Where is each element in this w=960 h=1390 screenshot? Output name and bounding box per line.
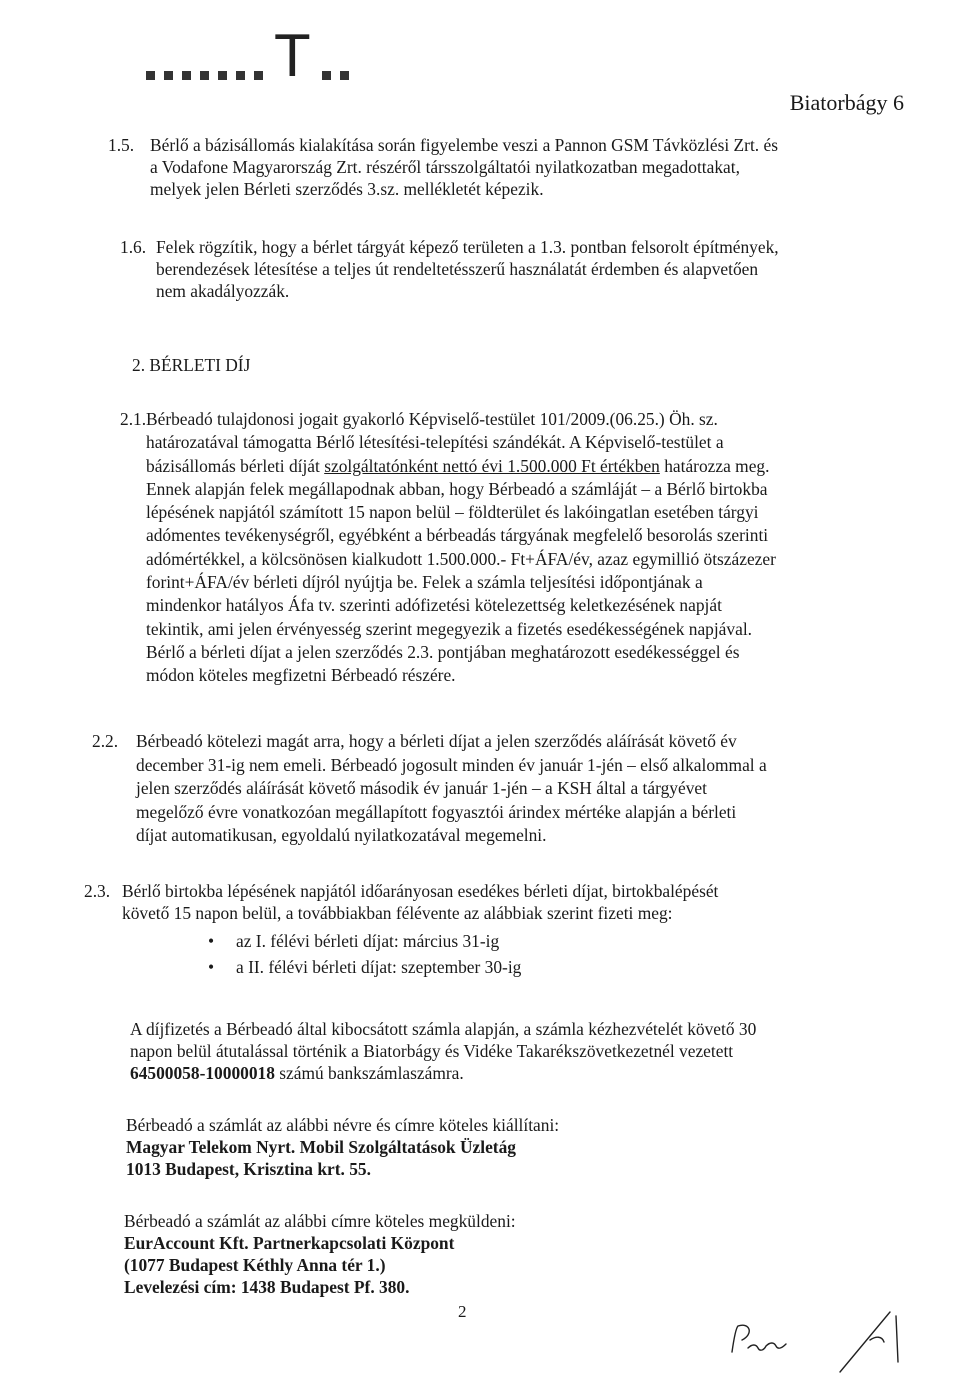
logo-dot-icon: [218, 71, 227, 80]
text-line: a Vodafone Magyarország Zrt. részéről társszolgáltatói nyilatkozatban megadottakat,: [150, 157, 740, 177]
logo-dot-icon: [340, 71, 349, 80]
invoice-address: 1013 Budapest, Krisztina krt. 55.: [126, 1159, 371, 1179]
text-line: Bérbeadó a számlát az alábbi címre köteles megküldeni:: [124, 1211, 516, 1231]
section-number: 2.1.: [120, 409, 147, 429]
text-line: díjat automatikusan, egyoldalú nyilatkozatával megemelni.: [136, 825, 547, 845]
invoice-address-block: [126, 1114, 559, 1180]
section-number: 2.3.: [84, 881, 111, 901]
text-line: nem akadályozzák.: [156, 281, 290, 301]
text-line: A díjfizetés a Bérbeadó által kibocsátott számla alapján, a számla kézhezvételét követő 30: [130, 1019, 757, 1039]
section-number: 1.5.: [108, 135, 135, 155]
text-line: követő 15 napon belül, a továbbiakban félévente az alábbiak szerint fizeti meg:: [122, 903, 673, 923]
logo-dot-icon: [146, 71, 155, 80]
underlined-fee: szolgáltatónként nettó évi 1.500.000 Ft értékben: [324, 455, 660, 476]
text-line: forint+ÁFA/év bérleti díjról nyújtja be. Felek a számla teljesítési időpontjának a: [146, 572, 703, 593]
text-line: határozatával támogatta Bérlő létesítési-telepítési szándékát. A Képviselő-testület a: [146, 432, 724, 453]
logo-dot-icon: [182, 71, 191, 80]
list-item: • a II. félévi bérleti díjat: szeptember 30-ig: [208, 954, 521, 980]
section-2-2: [136, 730, 767, 848]
mailing-company-name: EurAccount Kft. Partnerkapcsolati Központ: [124, 1233, 455, 1253]
text-line: Ennek alapján felek megállapodnak abban, hogy Bérbeadó a számláját – a Bérlő birtokba: [146, 478, 768, 499]
payment-schedule-list: [208, 928, 521, 980]
logo-dot-icon: [200, 71, 209, 80]
payment-paragraph: [130, 1018, 756, 1084]
signature-icon: [720, 1300, 920, 1380]
telekom-logo: [146, 22, 349, 89]
text-line: Bérbeadó a számlát az alábbi névre és címre köteles kiállítani:: [126, 1115, 560, 1135]
text-line: Bérlő a bázisállomás kialakítása során figyelembe veszi a Pannon GSM Távközlési Zrt. és: [150, 135, 778, 155]
text-line: módon köteles megfizetni Bérbeadó részére.: [146, 665, 456, 686]
text-line: adómértékkel, a kölcsönösen kialkudott 1.500.000.- Ft+ÁFA/év, azaz egymillió ötszázezer: [146, 548, 776, 569]
page-number: 2: [458, 1302, 467, 1321]
logo-dot-icon: [322, 71, 331, 80]
postal-address: Levelezési cím: 1438 Budapest Pf. 380.: [124, 1277, 410, 1297]
list-item: • az I. félévi bérleti díjat: március 31-ig: [208, 928, 521, 954]
text-line: [130, 1062, 756, 1084]
text-line: Bérbeadó kötelezi magát arra, hogy a bérleti díjat a jelen szerződés aláírását követő év: [136, 731, 737, 751]
text-line: adómentes tevékenységről, egyébként a bérbeadás tárgyának megfelelő besorolás szerinti: [146, 525, 769, 546]
text-line: lépésének napjától számított 15 napon belül – földterület és lakóingatlan esetében tárgyi: [146, 502, 759, 523]
section-1-5: [150, 134, 778, 200]
section-1-6: [156, 236, 779, 302]
text-line: Bérlő a bérleti díjat a jelen szerződés 2.3. pontjában meghatározott esedékességgel és: [146, 641, 740, 662]
mailing-address-block: [124, 1210, 516, 1298]
text-line: megelőző évre vonatkozóan megállapított fogyasztói árindex mértéke alapján a bérleti: [136, 801, 737, 822]
logo-dot-icon: [254, 71, 263, 80]
text-segment: bázisállomás bérleti díját: [146, 455, 325, 476]
text-line: Felek rögzítik, hogy a bérlet tárgyát képező területen a 1.3. pontban felsorolt építmények,: [156, 237, 779, 257]
text-line: tekintik, ami jelen érvényesség szerint megegyezik a fizetés esedékességének napjával.: [146, 618, 752, 639]
text-line: december 31-ig nem emeli. Bérbeadó jogosult minden év január 1-jén – első alkalommal a: [136, 754, 767, 775]
text-line: napon belül átutalással történik a Biatorbágy és Vidéke Takarékszövetkezetnél vezetett: [130, 1041, 734, 1061]
section-number: 1.6.: [120, 237, 147, 257]
mailing-address: (1077 Budapest Kéthly Anna tér 1.): [124, 1255, 386, 1275]
text-line: mindenkor hatályos Áfa tv. szerinti adófizetési kötelezettség keletkezésének napját: [146, 595, 722, 616]
place-header: Biatorbágy 6: [789, 90, 904, 115]
invoice-company-name: Magyar Telekom Nyrt. Mobil Szolgáltatások Üzletág: [126, 1137, 516, 1157]
logo-t-letter: T: [274, 22, 311, 89]
section-2-1: [146, 408, 776, 688]
text-line: Bérlő birtokba lépésének napjától időarányosan esedékes bérleti díjat, birtokbalépését: [122, 881, 719, 901]
bank-account-number: 64500058-10000018: [130, 1063, 275, 1083]
text-line: Bérbeadó tulajdonosi jogait gyakorló Képviselő-testület 101/2009.(06.25.) Öh. sz.: [146, 409, 718, 429]
text-line: jelen szerződés aláírását követő második év január 1-jén – a KSH által a tárgyévet: [136, 778, 707, 798]
text-line: berendezések létesítése a teljes út rendeltetésszerű használatát érdemben és alapvetően: [156, 259, 759, 279]
text-segment: számú bankszámlaszámra.: [274, 1063, 464, 1083]
text-segment: határozza meg.: [659, 455, 770, 476]
logo-dot-icon: [236, 71, 245, 80]
section-number: 2.2.: [92, 731, 119, 751]
text-line: melyek jelen Bérleti szerződés 3.sz. mellékletét képezik.: [150, 179, 544, 199]
logo-dot-icon: [164, 71, 173, 80]
text-line: [146, 455, 776, 478]
section-heading: 2. BÉRLETI DÍJ: [132, 355, 251, 375]
section-2-3: [122, 880, 718, 924]
